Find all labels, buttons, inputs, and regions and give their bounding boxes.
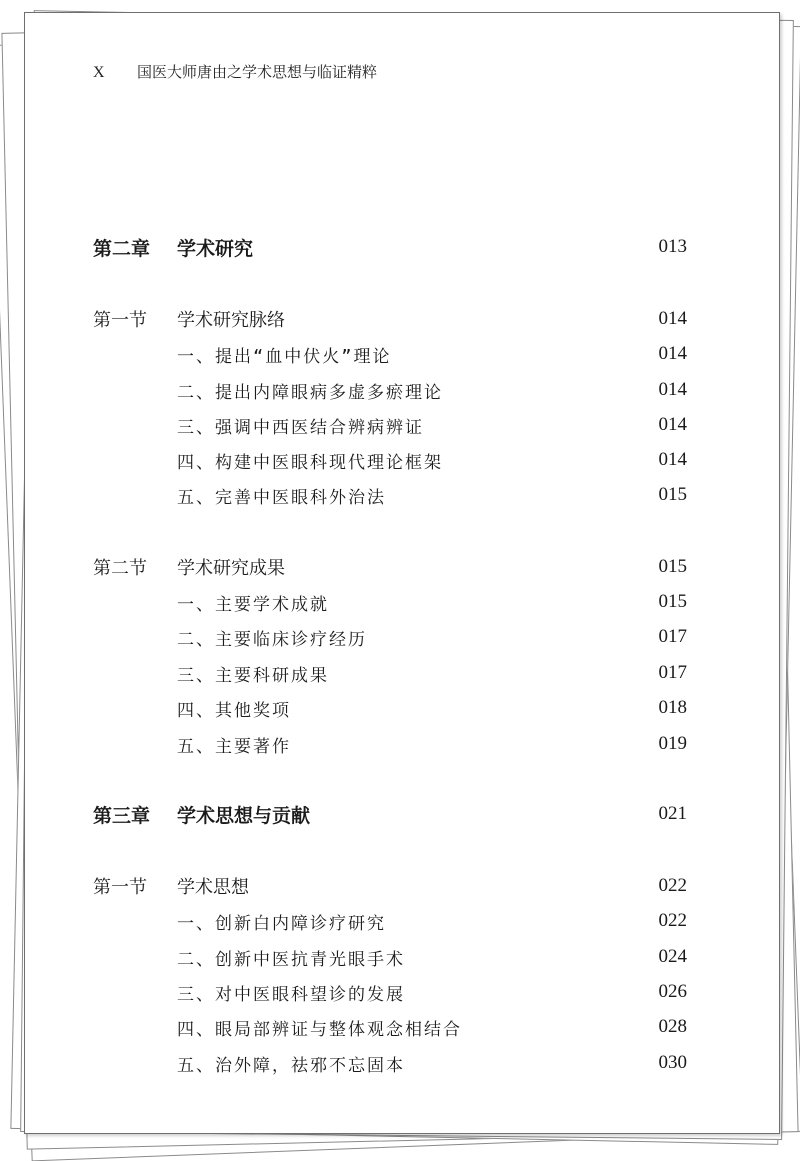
toc-entry-label: 第二章: [93, 237, 151, 260]
toc-item[interactable]: [93, 480, 687, 510]
toc-entry-page: 015: [658, 591, 687, 612]
toc-item[interactable]: [93, 622, 687, 652]
toc-entry-page: 024: [658, 946, 687, 967]
toc-entry-label: 第二节: [93, 558, 147, 579]
toc-entry-label: 第一节: [93, 310, 147, 331]
toc-item[interactable]: [93, 339, 687, 369]
toc-entry-title: 学术思想与贡献: [177, 804, 311, 827]
toc-entry-title: 学术思想: [177, 877, 249, 898]
toc-entry-page: 015: [658, 484, 687, 505]
toc-entry-title: 一、创新白内障诊疗研究: [177, 913, 386, 934]
toc-entry-page: 014: [658, 379, 687, 400]
toc-entry-title: 学术研究成果: [177, 558, 285, 579]
book-title: 国医大师唐由之学术思想与临证精粹: [137, 63, 378, 81]
toc-item[interactable]: [93, 587, 687, 617]
toc-entry-title: 五、治外障，祛邪不忘固本: [177, 1055, 405, 1076]
toc-item[interactable]: [93, 1048, 687, 1078]
toc-section[interactable]: [93, 304, 687, 334]
toc-entry-title: 三、主要科研成果: [177, 665, 329, 686]
toc-entry-page: 014: [658, 343, 687, 364]
toc-page: [24, 12, 780, 1134]
toc-entry-title: 二、提出内障眼病多虚多瘀理论: [177, 382, 443, 403]
toc-entry-title: 二、主要临床诊疗经历: [177, 629, 367, 650]
toc-entry-title: 学术研究: [177, 237, 254, 260]
toc-item[interactable]: [93, 445, 687, 475]
toc-item[interactable]: [93, 1012, 687, 1042]
toc-entry-page: 013: [658, 236, 687, 257]
toc-chapter[interactable]: [93, 232, 687, 262]
toc-entry-title: 一、提出“血中伏火”理论: [177, 346, 392, 367]
toc-entry-title: 五、完善中医眼科外治法: [177, 487, 386, 508]
toc-entry-title: 学术研究脉络: [177, 310, 285, 331]
toc-entry-page: 017: [658, 662, 687, 683]
toc-entry-page: 015: [658, 556, 687, 577]
toc-entry-page: 018: [658, 697, 687, 718]
toc-entry-page: 030: [658, 1052, 687, 1073]
toc-entry-page: 014: [658, 449, 687, 470]
toc-item[interactable]: [93, 942, 687, 972]
toc-entry-title: 一、主要学术成就: [177, 594, 329, 615]
toc-section[interactable]: [93, 871, 687, 901]
toc-item[interactable]: [93, 906, 687, 936]
page-number-label: X: [93, 64, 105, 81]
running-header: [93, 61, 377, 82]
toc-item[interactable]: [93, 375, 687, 405]
toc-entry-title: 四、眼局部辨证与整体观念相结合: [177, 1019, 462, 1040]
toc-entry-page: 021: [658, 803, 687, 824]
toc-entry-label: 第一节: [93, 877, 147, 898]
toc-item[interactable]: [93, 977, 687, 1007]
toc-section[interactable]: [93, 552, 687, 582]
toc-entry-page: 022: [658, 875, 687, 896]
toc-entry-page: 026: [658, 981, 687, 1002]
toc-entry-title: 二、创新中医抗青光眼手术: [177, 949, 405, 970]
toc-chapter[interactable]: [93, 799, 687, 829]
toc-entry-title: 三、强调中西医结合辨病辨证: [177, 417, 424, 438]
toc-entry-page: 019: [658, 733, 687, 754]
toc-entry-page: 028: [658, 1016, 687, 1037]
toc-entry-title: 五、主要著作: [177, 736, 291, 757]
toc-entry-title: 四、其他奖项: [177, 700, 291, 721]
toc-entry-page: 017: [658, 626, 687, 647]
toc-item[interactable]: [93, 693, 687, 723]
toc-entry-title: 三、对中医眼科望诊的发展: [177, 984, 405, 1005]
toc-item[interactable]: [93, 410, 687, 440]
toc-entry-page: 014: [658, 308, 687, 329]
toc-entry-page: 022: [658, 910, 687, 931]
toc-item[interactable]: [93, 658, 687, 688]
toc-entry-title: 四、构建中医眼科现代理论框架: [177, 452, 443, 473]
toc-entry-label: 第三章: [93, 804, 151, 827]
toc-entry-page: 014: [658, 414, 687, 435]
toc-item[interactable]: [93, 729, 687, 759]
